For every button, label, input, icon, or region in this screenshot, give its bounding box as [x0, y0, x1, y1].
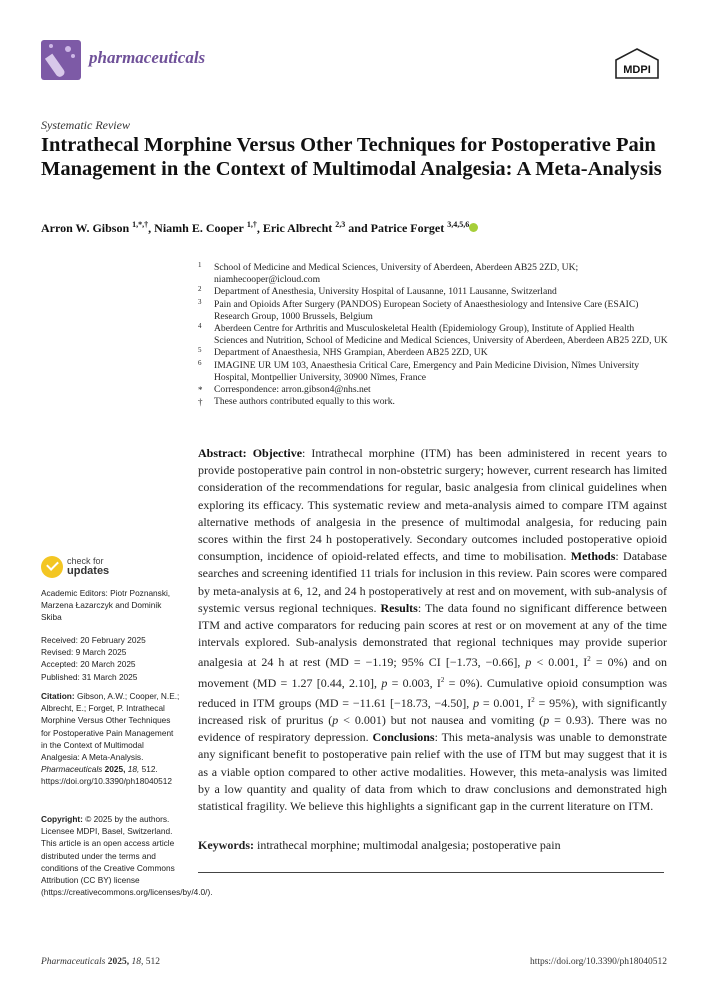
keywords: Keywords: intrathecal morphine; multimodal analgesia; postoperative pain: [198, 838, 561, 852]
dates: [41, 634, 181, 683]
author-affil: 1,*,†: [132, 220, 149, 229]
citation: Citation: Gibson, A.W.; Cooper, N.E.; Albrecht, E.; Forget, P. Intrathecal Morphine Versus Other Techniques for Postoperative Pain Management in the Context of Multimodal Analgesia: A Meta-Analysis. Pharmaceuticals 2025, 18, 512. https://doi.org/10.3390/ph18040512: [41, 691, 180, 787]
affiliation-item: 5 Department of Anaesthesia, NHS Grampian, Aberdeen AB25 2ZD, UK: [198, 346, 488, 359]
author-name: Niamh E. Cooper: [154, 221, 244, 235]
affiliation-item: 2 Department of Anesthesia, University Hospital of Lausanne, 1011 Lausanne, Switzerland: [198, 285, 557, 298]
section-divider: [198, 872, 664, 873]
affiliation-item: 3 Pain and Opioids After Surgery (PANDOS) European Society of Anaesthesiology and Intensive Care (ESAIC) Research Group, 1000 Brussels, Belgium: [198, 297, 639, 322]
copyright: Copyright: © 2025 by the authors. Licensee MDPI, Basel, Switzerland. This article is an open access article distributed under the terms and conditions of the Creative Commons Attribution (CC BY) license (https://creativecommons.org/licenses/by/4.0/).: [41, 814, 213, 898]
correspondence[interactable]: * Correspondence: arron.gibson4@nhs.net: [198, 384, 371, 396]
affiliation-item: 1 School of Medicine and Medical Sciences, University of Aberdeen, Aberdeen AB25 2ZD, UK; niamhecooper@icloud.com: [198, 261, 579, 286]
accepted-date: Accepted: 20 March 2025: [41, 659, 136, 670]
author-name: Eric Albrecht: [262, 221, 333, 235]
affiliation-item: 4 Aberdeen Centre for Arthritis and Musculoskeletal Health (Epidemiology Group), Institute of Applied Health Sciences and Nutrition, School of Medicine and Medical Sciences, University of Aberdeen, Aberdeen AB25 2ZD, UK: [198, 322, 668, 347]
author-name: Patrice Forget: [370, 221, 445, 235]
check-for-updates-button[interactable]: check for updates: [41, 556, 141, 582]
check-icon: [41, 556, 63, 578]
mdpi-logo-text: MDPI: [623, 64, 651, 76]
affiliations: [198, 262, 668, 408]
journal-logo: [41, 40, 81, 80]
author-affil: 2,3: [335, 220, 346, 229]
orcid-icon[interactable]: [469, 223, 478, 232]
author-affil: 1,†: [246, 220, 257, 229]
author-list: Arron W. Gibson $^{1,*,\dagger}$, Niamh E. Cooper $^{1,\dagger}$, Eric Albrecht $^{2,3}$ and Patrice Forget $^{3,4,5,6}$: [41, 220, 478, 236]
received-date: Received: 20 February 2025: [41, 635, 146, 645]
revised-date: Revised: 9 March 2025: [41, 647, 127, 658]
journal-name[interactable]: pharmaceuticals: [89, 48, 206, 67]
mdpi-logo[interactable]: [614, 48, 660, 80]
academic-editors: Academic Editors: Piotr Poznanski, Marzena Łazarczyk and Dominik Skiba: [41, 588, 171, 623]
article-title: Intrathecal Morphine Versus Other Techniques for Postoperative Pain Management in the Context of Multimodal Analgesia: A Meta-Analysis: [41, 134, 662, 180]
article-type: Systematic Review: [41, 118, 130, 132]
equal-contribution-note: † These authors contributed equally to this work.: [198, 396, 395, 408]
abstract: Abstract: Objective: Intrathecal morphine (ITM) has been administered in recent years to provide postoperative pain control in non-obstetric surgery; however, current research has limited consideration of the recommendations for regular, basic analgesia from clinical guidelines when exploring its efficacy. This systematic review and meta-analysis aimed to compare ITM against alternative methods of analgesia in the presence of multimodal analgesia, for reducing pain scores within the first 24 h postoperatively. Secondary outcomes included postoperative opioid consumption, incidence of opioid-related effects, and time to mobilisation. Methods: Database searches and screening identified 11 trials for inclusion in this review. Pain scores were compared by meta-analysis at 6, 12, and 24 h postoperatively at rest and on movement, with sub-analysis of systemic versus regional techniques. Results: The data found no significant difference between ITM and active comparators for reducing pain scores at rest or on movement at any of the time intervals explored. Sub-analysis demonstrated that regional techniques may provide superior analgesia at 24 h at rest (MD = −1.19; 95% CI [−1.73, −0.66], p < 0.001, $I^2 = 0\%$) and on movement (MD = 1.27 [0.44, 2.10], p = 0.003, $I^2 = 0\%$). Cumulative opioid consumption was reduced in ITM groups (MD = −11.61 [−18.73, −4.50], p = 0.001, $I^2 = 95\%$), with significantly increased risk of pruritus (p < 0.001) but not nausea and vomiting (p = 0.93). There was no evidence of respiratory depression. Conclusions: This meta-analysis was unable to demonstrate any significant benefit to postoperative pain relief with the use of ITM but may suggest that it is as a viable option compared to other active modalities. However, this meta-analysis was limited by a low quantity and quality of data from which to draw conclusions and demonstrated high statistical fragility. We believe this highlights a significant gap in the current literature on ITM.: [198, 446, 668, 814]
footer-citation: Pharmaceuticals 2025, 18, 512: [41, 957, 161, 967]
author-affil: 3,4,5,6: [447, 220, 470, 229]
footer-doi-link[interactable]: https://doi.org/10.3390/ph18040512: [529, 957, 667, 967]
citation-doi-link[interactable]: 512. https://doi.org/10.3390/ph18040512: [41, 764, 173, 787]
affiliation-item: 6 IMAGINE UR UM 103, Anaesthesia Critical Care, Emergency and Pain Medicine Division, Nîmes University Hospital, Montpellier University, 30900 Nîmes, France: [198, 358, 640, 383]
author-name: Arron W. Gibson: [41, 221, 130, 235]
published-date: Published: 31 March 2025: [41, 671, 138, 682]
